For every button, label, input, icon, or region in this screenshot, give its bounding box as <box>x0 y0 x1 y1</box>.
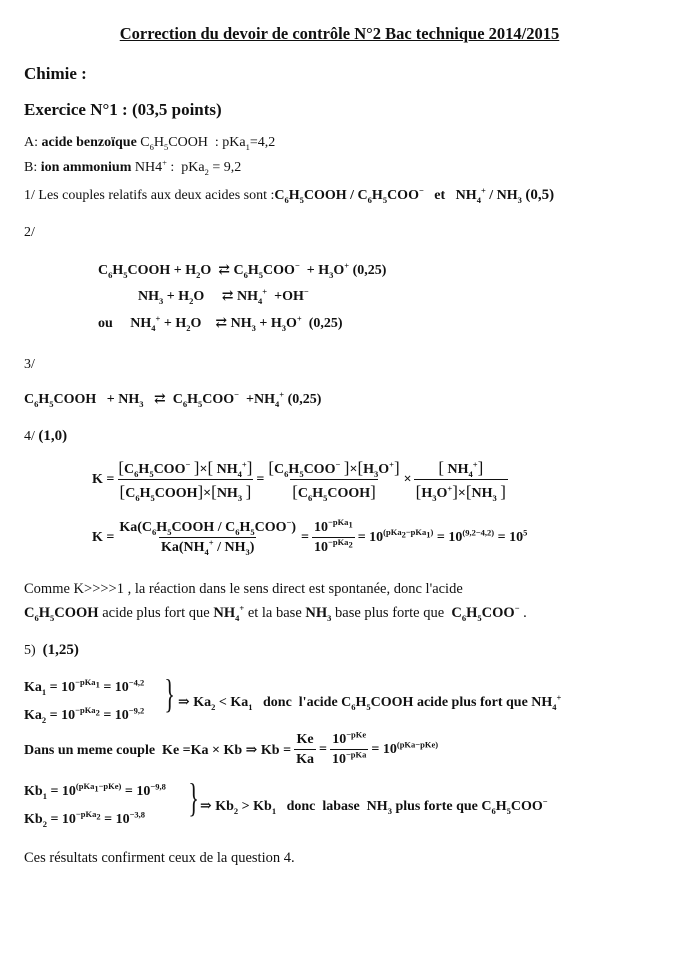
question-2-label <box>24 225 35 241</box>
exercise-heading <box>24 100 222 120</box>
conclusion-4-line-1-text: Comme K>>>>1 , la réaction dans le sens direct est spontanée, donc l'acide <box>24 581 463 597</box>
kb1-line: $Kb_1 = 10^{(pKa_1-pKe)} = 10^{-9,8}$ <box>24 781 166 801</box>
final-statement-text: Ces résultats confirment ceux de la question 4. <box>24 850 295 866</box>
kb-relation: Dans un meme couple Ke =Ka × Kb ⇒ Kb = $\frac{Ke}{Ka}$ = $\frac{10^{-pKe}}{10^{-pKa}}$ = $10^{(pKa-pKe)}$ <box>24 729 439 767</box>
equation-2-3: ou $NH_4^+ + H_2O$ ⇄ $NH_3 + H_3O^+$ (0,25) <box>98 313 343 333</box>
equation-3: $C_6H_5COOH + NH_3$ ⇄ $C_6H_5COO^- +NH_4^+$ (0,25) <box>24 389 322 409</box>
line-b: B: ion ammonium NH4+ : pKa$_2$ = 9,2 <box>24 157 242 177</box>
k-ka-fraction: $\frac{Ka(C_6H_5COOH / C_6H_5COO^-)}{Ka(NH_4^+ / NH_3)}$ <box>119 517 297 557</box>
exercise-heading-text: Exercice N°1 : (03,5 points) <box>24 100 222 119</box>
page-title-text: Correction du devoir de contrôle N°2 Bac technique 2014/2015 <box>119 24 560 43</box>
ka-conclusion: ⇒ $Ka_2 < Ka_1$ donc l'acide $C_6H_5COOH$ acide plus fort que $NH_4^+$ <box>178 692 562 712</box>
question-4-label: 4/ (1,0) <box>24 428 68 444</box>
conclusion-4-line-1 <box>24 581 463 598</box>
kb2-line: $Kb_2 = 10^{-pKa_2} = 10^{-3,8}$ <box>24 809 146 829</box>
kb-brace: } <box>188 775 199 820</box>
question-2-text: 2/ <box>24 225 35 240</box>
k-fraction-1: $\frac{[C_6H_5COO^- ]\times[ NH_4^+]}{[C_6H_5COOH]\times[NH_3 ]}$ <box>118 458 253 503</box>
k-expression-2: K = $\frac{Ka(C_6H_5COOH / C_6H_5COO^-)}{Ka(NH_4^+ / NH_3)}$ = $\frac{10^{-pKa_1}}{10^{-pKa_2}}$ = $10^{(pKa_2-pKa_1)} = 10^{(9,2-4,2)} = 10^5$ <box>92 517 528 557</box>
ke-ka-fraction: $\frac{Ke}{Ka}$ <box>296 732 314 767</box>
k-expression-1: K = $\frac{[C_6H_5COO^- ]\times[ NH_4^+]}{[C_6H_5COOH]\times[NH_3 ]}$ = $\frac{[C_6H_5COO^- ]\times[H_3O^+]}{[C_6H_5COOH]}$ × $\frac{[ NH_4^+]}{[H_3O^+]\times[NH_3 ]}$ <box>92 458 506 503</box>
k-fraction-2: $\frac{[C_6H_5COO^- ]\times[H_3O^+]}{[C_6H_5COOH]}$ <box>268 458 400 503</box>
question-1: 1/ Les couples relatifs aux deux acides sont $:C_6H_5COOH / C_6H_5COO^-$ et $NH_4^+ / NH_3$ (0,5) <box>24 185 555 205</box>
k-power-fraction: $\frac{10^{-pKa_1}}{10^{-pKa_2}}$ <box>314 517 353 555</box>
question-3-text: 3/ <box>24 357 35 372</box>
ka-brace: } <box>164 671 175 716</box>
ka2-line: $Ka_2 = 10^{-pKa_2} = 10^{-9,2}$ <box>24 705 145 725</box>
section-heading-text: Chimie : <box>24 64 87 83</box>
equation-2-1: $C_6H_5COOH + H_2O$ ⇄ $C_6H_5COO^- + H_3O^+$ (0,25) <box>98 260 387 280</box>
ke-ka-power-fraction: $\frac{10^{-pKe}}{10^{-pKa}}$ <box>331 729 367 767</box>
k-fraction-3: $\frac{[ NH_4^+]}{[H_3O^+]\times[NH_3 ]}$ <box>415 458 506 503</box>
equation-2-2: $NH_3 + H_2O$ ⇄ $NH_4^+ +OH^-$ <box>138 286 309 306</box>
page-title <box>0 24 679 44</box>
question-5-label: 5) (1,25) <box>24 642 79 658</box>
ka1-line: $Ka_1 = 10^{-pKa_1} = 10^{-4,2}$ <box>24 677 145 697</box>
section-heading <box>24 64 87 84</box>
conclusion-4-line-2: $C_6H_5COOH$ acide plus fort que $NH_4^+$ et la base $NH_3$ base plus forte que $C_6H_5COO^-$ . <box>24 603 527 623</box>
kb-conclusion: ⇒ $Kb_2 > Kb_1$ donc labase $NH_3$ plus forte que $C_6H_5COO^-$ <box>200 796 548 816</box>
line-a: A: acide benzoïque $C_6H_5COOH$ : pKa$_1$=4,2 <box>24 135 276 152</box>
question-3-label <box>24 357 35 373</box>
final-statement <box>24 850 295 867</box>
